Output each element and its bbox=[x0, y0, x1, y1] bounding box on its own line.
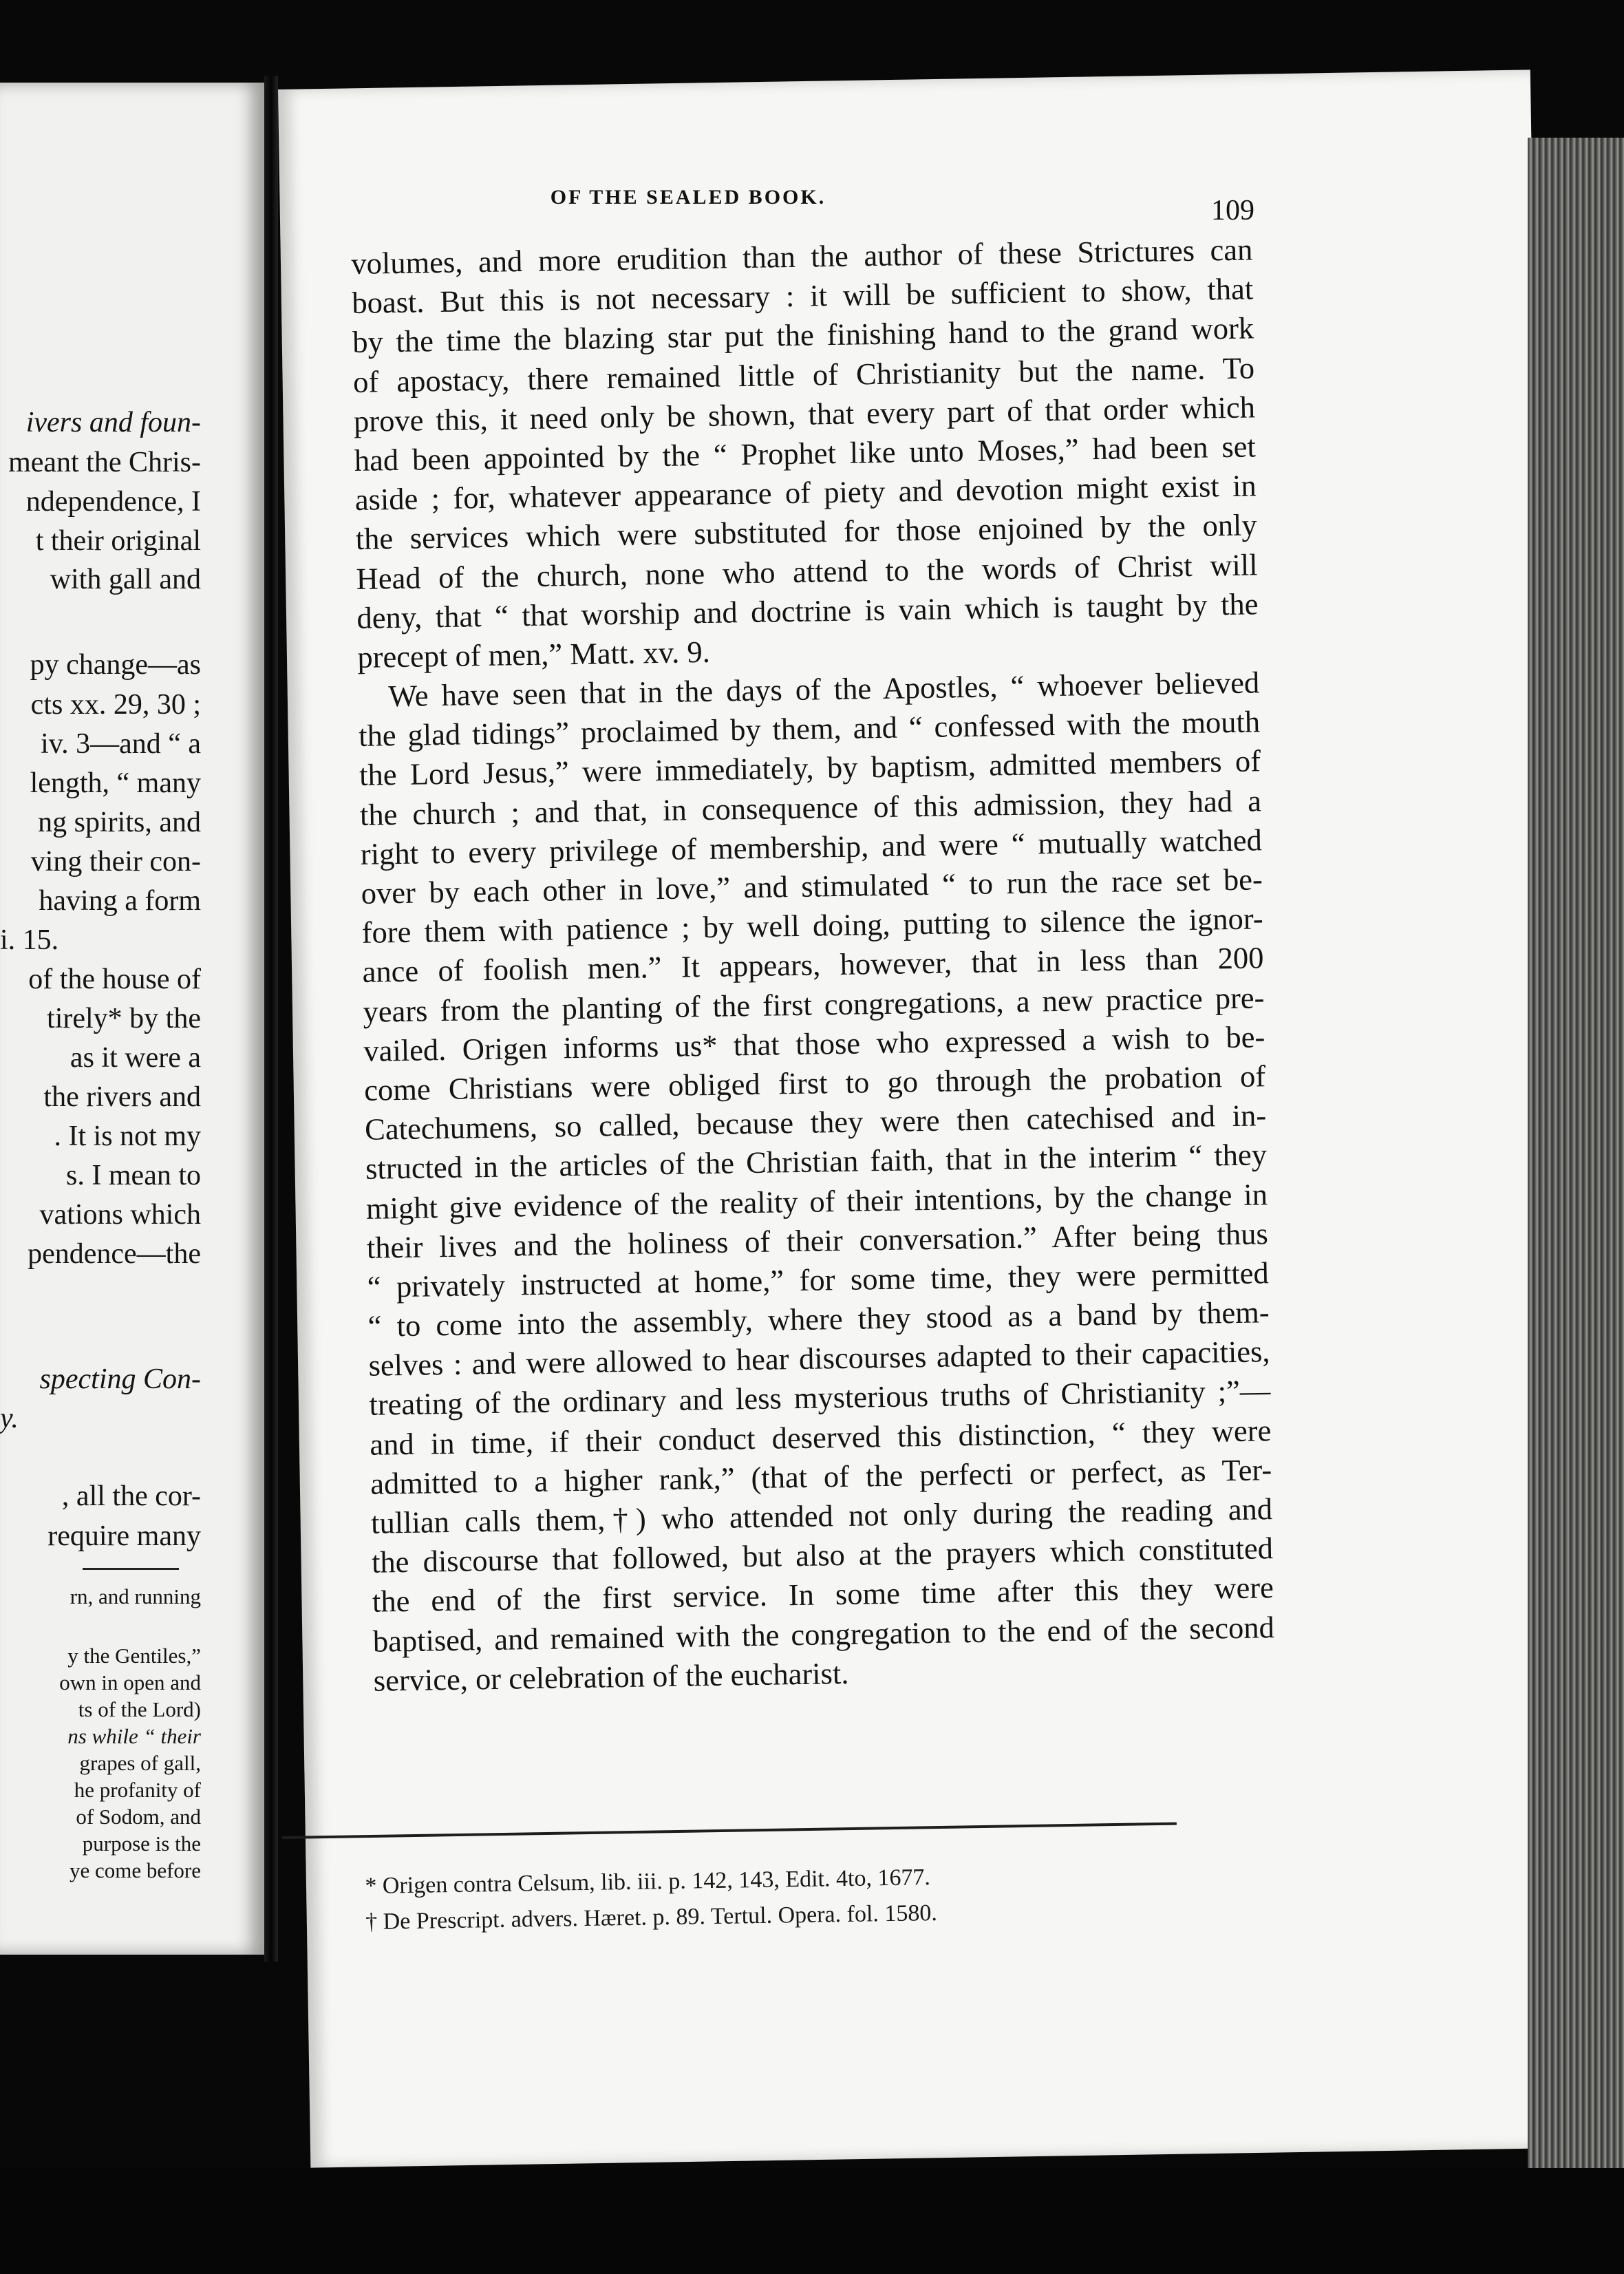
left-line: ivers and foun- bbox=[25, 407, 201, 438]
body-line: “ to come into the assembly, where they stood as a band by them- bbox=[367, 1295, 1270, 1343]
left-footnote-line: ye come before bbox=[69, 1858, 201, 1882]
body-text bbox=[351, 230, 1275, 1700]
left-line: specting Con- bbox=[39, 1363, 201, 1395]
body-line: years from the planting of the first congregations, a new practice pre- bbox=[363, 979, 1265, 1029]
left-line: . It is not my bbox=[54, 1120, 201, 1152]
body-line: and in time, if their conduct deserved this distinction, “ they were bbox=[369, 1412, 1272, 1462]
left-footnote-line: purpose is the bbox=[82, 1831, 201, 1856]
left-line: meant the Chris- bbox=[8, 447, 201, 478]
footnote: † De Prescript. advers. Hæret. p. 89. Tertul. Opera. fol. 1580. bbox=[365, 1900, 938, 1935]
body-line: over by each other in love,” and stimulated “ to run the race set be- bbox=[361, 862, 1263, 911]
body-line: admitted to a higher rank,” (that of the perfecti or perfect, as Ter- bbox=[370, 1452, 1272, 1501]
body-line: come Christians were obliged first to go through the probation of bbox=[363, 1059, 1266, 1107]
body-line: treating of the ordinary and less mysterious truths of Christianity ;”— bbox=[369, 1373, 1271, 1423]
body-line: vailed. Origen informs us* that those who expressed a wish to be- bbox=[363, 1019, 1265, 1068]
left-line: length, “ many bbox=[30, 767, 201, 799]
left-line: y. bbox=[0, 1403, 19, 1434]
body-line: Catechumens, so called, because they were then catechised and in- bbox=[364, 1098, 1267, 1147]
body-line: boast. But this is not necessary : it will be sufficient to show, that bbox=[351, 271, 1254, 321]
body-line: tullian calls them,†) who attended not only during the reading and bbox=[370, 1491, 1273, 1540]
left-line: with gall and bbox=[50, 564, 201, 595]
body-line: right to every privilege of membership, and were “ mutually watched bbox=[360, 822, 1263, 871]
body-line: the glad tidings” proclaimed by them, and “ confessed with the mouth bbox=[358, 704, 1261, 754]
left-footnote-line: he profanity of bbox=[74, 1778, 201, 1802]
running-head: OF THE SEALED BOOK. bbox=[550, 186, 826, 209]
left-footnote-line: rn, and running bbox=[70, 1584, 201, 1608]
left-line: py change—as bbox=[30, 649, 201, 681]
left-footnote-line: own in open and bbox=[59, 1670, 201, 1694]
left-footnote-line: ts of the Lord) bbox=[78, 1697, 201, 1721]
body-line: volumes, and more erudition than the author of these Strictures can bbox=[351, 232, 1253, 281]
footnotes bbox=[365, 1856, 1150, 1940]
body-line: the discourse that followed, but also at the prayers which constituted bbox=[371, 1531, 1274, 1580]
body-line: We have seen that in the days of the Apostles, “ whoever believed bbox=[387, 665, 1260, 714]
left-line: vations which bbox=[39, 1199, 201, 1231]
body-line: the Lord Jesus,” were immediately, by baptism, admitted members of bbox=[359, 743, 1261, 793]
body-line: the services which were substituted for those enjoined by the only bbox=[355, 507, 1257, 557]
body-line: the end of the first service. In some time after this they were bbox=[372, 1570, 1274, 1619]
left-line: having a form bbox=[39, 885, 201, 917]
body-line: Head of the church, none who attend to the words of Christ will bbox=[356, 546, 1258, 596]
left-line: as it were a bbox=[70, 1042, 201, 1074]
body-line: the church ; and that, in consequence of this admission, they had a bbox=[359, 783, 1262, 832]
body-line: prove this, it need only be shown, that every part of that order which bbox=[353, 390, 1256, 438]
body-line: ance of foolish men.” It appears, however, that in less than 200 bbox=[362, 940, 1264, 990]
left-line: t their original bbox=[35, 525, 201, 557]
left-footnote-line: of Sodom, and bbox=[76, 1805, 201, 1829]
body-line: service, or celebration of the eucharist. bbox=[373, 1655, 849, 1698]
body-line: baptised, and remained with the congregation to the end of the second bbox=[372, 1609, 1275, 1659]
left-line: iv. 3—and “ a bbox=[41, 728, 201, 760]
body-line: selves : and were allowed to hear discourses adapted to their capacities, bbox=[368, 1334, 1270, 1383]
left-line: require many bbox=[47, 1520, 201, 1552]
book-gutter bbox=[264, 76, 278, 1962]
body-line: aside ; for, whatever appearance of piety and devotion might exist in bbox=[354, 468, 1257, 518]
left-footnote-line: grapes of gall, bbox=[79, 1751, 201, 1775]
page-number: 109 bbox=[1211, 195, 1254, 226]
body-line: might give evidence of the reality of their intentions, by the change in bbox=[365, 1176, 1268, 1226]
body-line: structed in the articles of the Christian faith, that in the interim “ they bbox=[365, 1137, 1268, 1187]
body-line: of apostacy, there remained little of Christianity but the name. To bbox=[352, 350, 1255, 399]
left-line: ndependence, I bbox=[25, 486, 201, 518]
left-line: pendence—the bbox=[28, 1238, 201, 1270]
left-line: the rivers and bbox=[43, 1081, 201, 1113]
body-line: precept of men,” Matt. xv. 9. bbox=[357, 634, 711, 674]
body-line: fore them with patience ; by well doing, putting to silence the ignor- bbox=[361, 901, 1263, 950]
page-edges bbox=[1528, 138, 1624, 2216]
left-line: ng spirits, and bbox=[38, 807, 201, 838]
body-line: by the time the blazing star put the finishing hand to the grand work bbox=[352, 310, 1254, 360]
body-line: “ privately instructed at home,” for some time, they were permitted bbox=[367, 1255, 1270, 1304]
left-footnote-line: y the Gentiles,” bbox=[67, 1644, 201, 1668]
left-line: cts xx. 29, 30 ; bbox=[30, 689, 201, 721]
left-line: ving their con- bbox=[30, 846, 201, 878]
left-line: s. I mean to bbox=[66, 1160, 201, 1191]
left-footnote-line: ns while “ their bbox=[67, 1724, 201, 1748]
left-line: tirely* by the bbox=[47, 1003, 201, 1034]
left-line: , all the cor- bbox=[61, 1480, 201, 1512]
footnote: * Origen contra Celsum, lib. iii. p. 142, 143, Edit. 4to, 1677. bbox=[365, 1864, 931, 1899]
body-line: their lives and the holiness of their conversation.” After being thus bbox=[366, 1215, 1269, 1265]
scan-bottom-edge bbox=[0, 2168, 1624, 2274]
left-footnote-rule bbox=[83, 1568, 179, 1570]
left-facing-page bbox=[0, 83, 264, 1955]
body-line: had been appointed by the “ Prophet like unto Moses,” had been set bbox=[354, 429, 1257, 478]
left-line: of the house of bbox=[28, 964, 201, 995]
body-line: deny, that “ that worship and doctrine is vain which is taught by the bbox=[356, 586, 1259, 635]
left-line: i. 15. bbox=[0, 924, 59, 956]
